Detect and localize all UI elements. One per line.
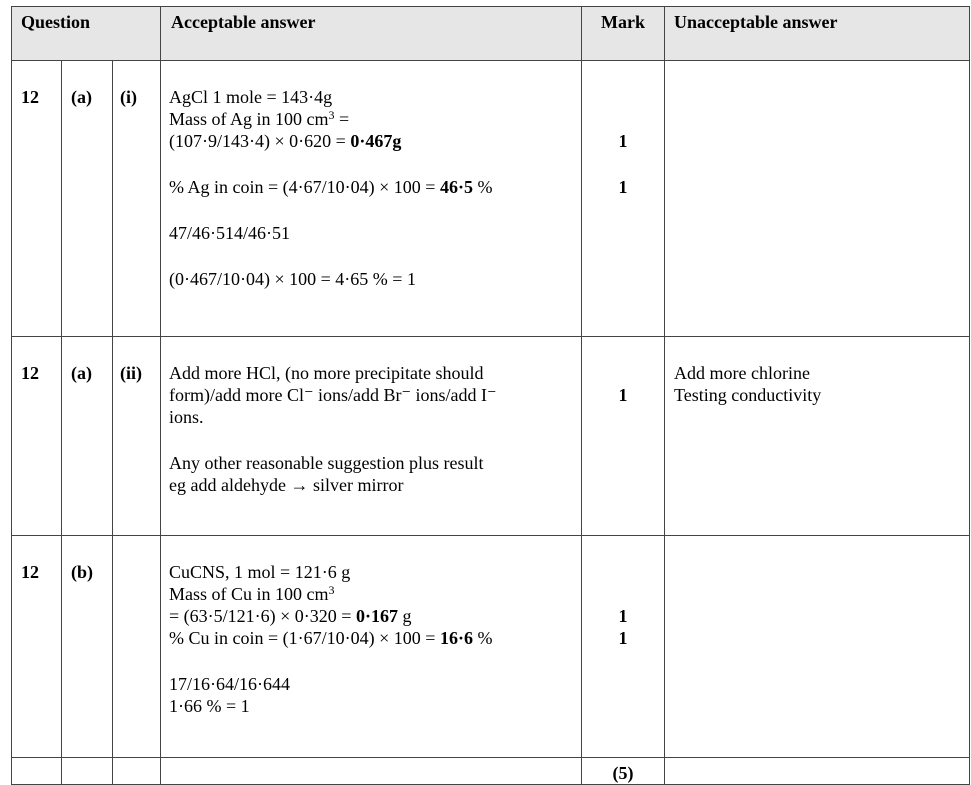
unacceptable-line: Add more chlorine — [674, 363, 810, 383]
unacceptable-answer — [665, 61, 970, 337]
answer-line: 17/16·64/16·644 — [169, 674, 291, 694]
acceptable-answer — [161, 337, 582, 536]
header-question: Question — [12, 7, 161, 61]
acceptable-answer — [161, 536, 582, 758]
question-subpart — [113, 536, 161, 758]
header-acceptable-answer: Acceptable answer — [161, 7, 582, 61]
question-subpart: (ii) — [113, 337, 161, 536]
mark-cell — [582, 61, 665, 337]
question-part: (b) — [62, 536, 113, 758]
unacceptable-answer — [665, 337, 970, 536]
total-mark: (5) — [582, 758, 665, 785]
mark-value: 1 — [618, 628, 628, 648]
mark-value: 1 — [618, 606, 628, 626]
answer-line: CuCNS, 1 mol = 121·6 g — [169, 562, 351, 582]
mark-cell — [582, 337, 665, 536]
answer-line: % Ag in coin = (4·67/10·04) × 100 = 46·5 % — [169, 177, 493, 197]
answer-line: Add more HCl, (no more precipitate should — [169, 363, 484, 383]
header-mark: Mark — [582, 7, 665, 61]
answer-line: eg add aldehyde → silver mirror — [169, 475, 404, 495]
answer-line: (0·467/10·04) × 100 = 4·65 % = 1 — [169, 269, 416, 289]
table-row — [12, 536, 970, 758]
question-number: 12 — [12, 61, 62, 337]
answer-line: 1·66 % = 1 — [169, 696, 250, 716]
mark-value: 1 — [618, 385, 628, 405]
question-subpart: (i) — [113, 61, 161, 337]
answer-line: % Cu in coin = (1·67/10·04) × 100 = 16·6 % — [169, 628, 493, 648]
answer-line: Mass of Ag in 100 $cm^3$ = — [169, 108, 350, 129]
question-number: 12 — [12, 337, 62, 536]
table-row — [12, 337, 970, 536]
answer-line: form)/add more Cl⁻ ions/add Br⁻ ions/add I⁻ — [169, 385, 497, 405]
question-part: (a) — [62, 61, 113, 337]
answer-line: (107·9/143·4) × 0·620 = 0·467g — [169, 131, 402, 151]
answer-line: Mass of Cu in 100 $cm^3$ — [169, 583, 335, 604]
mark-cell — [582, 536, 665, 758]
answer-line: = (63·5/121·6) × 0·320 = 0·167 g — [169, 606, 412, 626]
total-row — [12, 758, 970, 785]
question-part: (a) — [62, 337, 113, 536]
answer-line: 47/46·514/46·51 — [169, 223, 291, 243]
mark-value: 1 — [618, 131, 628, 151]
unacceptable-answer — [665, 536, 970, 758]
answer-line: AgCl 1 mole = 143·4g — [169, 87, 333, 107]
mark-scheme-table — [11, 6, 970, 785]
answer-line: ions. — [169, 407, 204, 427]
answer-line: Any other reasonable suggestion plus result — [169, 453, 484, 473]
acceptable-answer — [161, 61, 582, 337]
header-row — [12, 7, 970, 61]
unacceptable-line: Testing conductivity — [674, 385, 822, 405]
header-unacceptable-answer: Unacceptable answer — [665, 7, 970, 61]
mark-value: 1 — [618, 177, 628, 197]
question-number: 12 — [12, 536, 62, 758]
table-row — [12, 61, 970, 337]
